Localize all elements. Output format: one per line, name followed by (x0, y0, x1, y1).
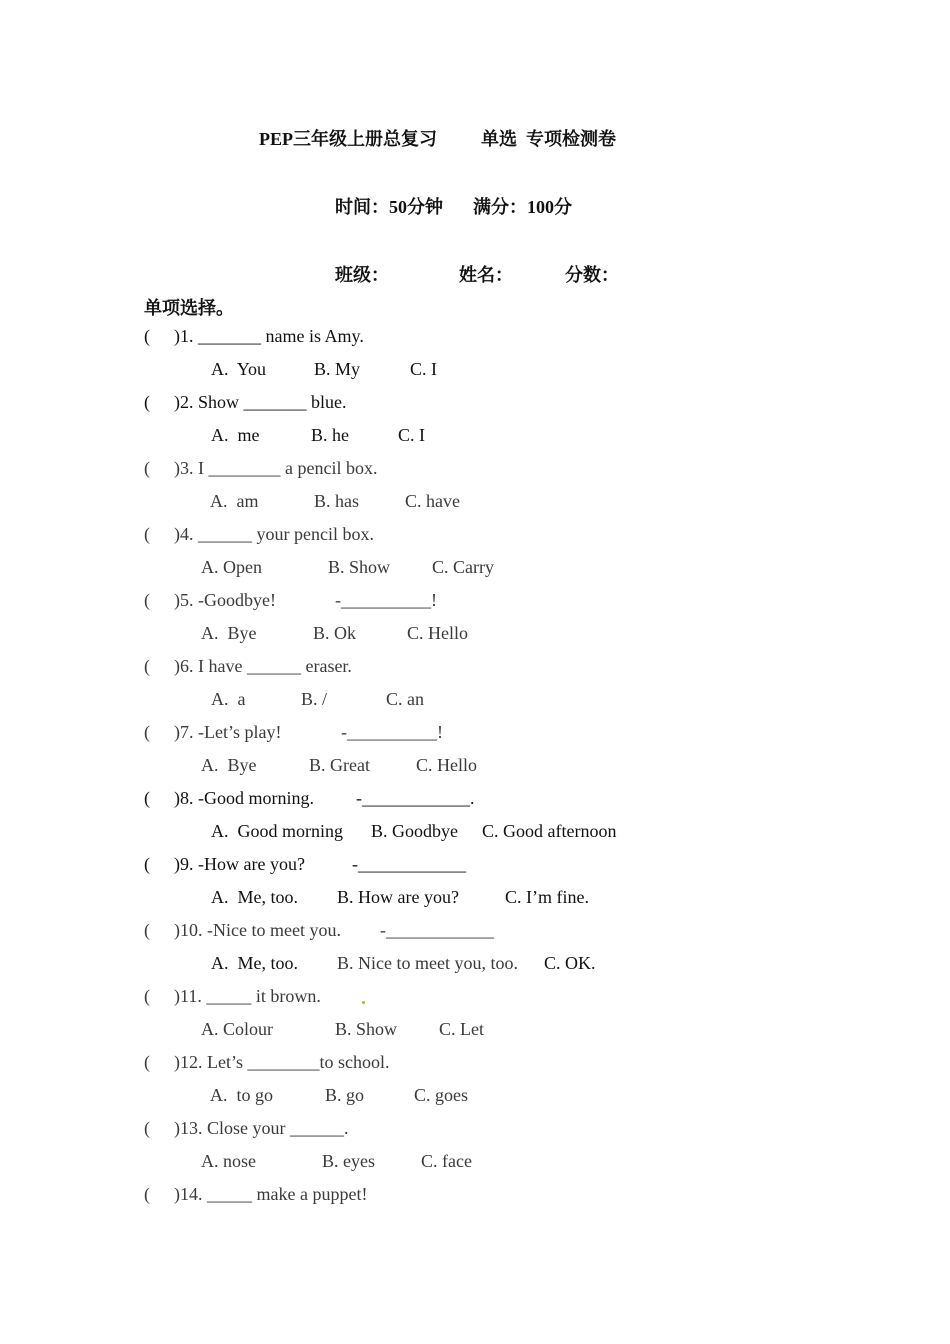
option-a: A. am (210, 491, 259, 511)
question-stem: )3. I ________ a pencil box. (174, 458, 378, 478)
option-c: C. have (405, 491, 460, 511)
option-c: C. I (410, 359, 437, 379)
option-b: B. eyes (322, 1151, 375, 1171)
option-c: C. I (398, 425, 425, 445)
option-c: C. OK. (544, 953, 596, 973)
question-row (0, 854, 950, 887)
options-row (0, 821, 950, 854)
options-row (0, 491, 950, 524)
reply-blank: -__________! (341, 722, 443, 742)
option-c: C. face (421, 1151, 472, 1171)
question-row (0, 458, 950, 491)
question-row (0, 1118, 950, 1151)
question-row (0, 326, 950, 359)
question-stem: )10. -Nice to meet you. (174, 920, 341, 940)
question-stem: )2. Show _______ blue. (174, 392, 347, 412)
title-right: 单选 专项检测卷 (481, 129, 616, 149)
answer-paren[interactable]: ( (144, 722, 150, 742)
answer-paren[interactable]: ( (144, 656, 150, 676)
option-a: A. Bye (201, 623, 257, 643)
answer-paren[interactable]: ( (144, 326, 150, 346)
options-row (0, 887, 950, 920)
option-b: B. go (325, 1085, 365, 1105)
option-a: A. Open (201, 557, 262, 577)
answer-paren[interactable]: ( (144, 590, 150, 610)
question-stem: )1. _______ name is Amy. (174, 326, 364, 346)
question-stem: )6. I have ______ eraser. (174, 656, 352, 676)
reply-blank: -__________! (335, 590, 437, 610)
option-c: C. Hello (416, 755, 477, 775)
options-row (0, 557, 950, 590)
option-b: B. Nice to meet you, too. (337, 953, 518, 973)
reply-blank: -____________ (380, 920, 494, 940)
options-row (0, 1151, 950, 1184)
option-b: B. has (314, 491, 359, 511)
question-row (0, 920, 950, 953)
title-left: PEP三年级上册总复习 (259, 129, 437, 149)
answer-paren[interactable]: ( (144, 392, 150, 412)
question-row (0, 524, 950, 557)
answer-paren[interactable]: ( (144, 1118, 150, 1138)
options-row (0, 755, 950, 788)
option-c: C. Let (439, 1019, 484, 1039)
time-limit: 时间：50分钟 (335, 197, 443, 217)
answer-paren[interactable]: ( (144, 854, 150, 874)
option-a: A. nose (201, 1151, 256, 1171)
option-a: A. a (211, 689, 246, 709)
question-stem: )14. _____ make a puppet! (174, 1184, 368, 1204)
option-a: A. Colour (201, 1019, 273, 1039)
answer-paren[interactable]: ( (144, 1184, 150, 1204)
option-c: C. Hello (407, 623, 468, 643)
option-b: B. he (311, 425, 349, 445)
options-row (0, 1085, 950, 1118)
options-row (0, 953, 950, 986)
option-a: A. Me, too. (211, 887, 298, 907)
full-score: 满分：100分 (473, 197, 572, 217)
question-stem: )7. -Let’s play! (174, 722, 282, 742)
option-b: B. My (314, 359, 361, 379)
reply-blank: -____________ (352, 854, 466, 874)
option-b: B. Show (328, 557, 391, 577)
answer-paren[interactable]: ( (144, 524, 150, 544)
option-b: B. Ok (313, 623, 357, 643)
option-c: C. Carry (432, 557, 494, 577)
question-stem: )4. ______ your pencil box. (174, 524, 374, 544)
answer-paren[interactable]: ( (144, 920, 150, 940)
option-b: B. Show (335, 1019, 398, 1039)
question-row (0, 392, 950, 425)
reply-blank: -____________. (356, 788, 475, 808)
answer-paren[interactable]: ( (144, 788, 150, 808)
answer-paren[interactable]: ( (144, 986, 150, 1006)
question-stem: )9. -How are you? (174, 854, 305, 874)
question-stem: )8. -Good morning. (174, 788, 314, 808)
question-row (0, 986, 950, 1019)
option-b: B. Goodbye (371, 821, 458, 841)
option-b: B. Great (309, 755, 370, 775)
option-c: C. I’m fine. (505, 887, 589, 907)
question-row (0, 1052, 950, 1085)
options-row (0, 359, 950, 392)
option-a: A. Bye (201, 755, 257, 775)
question-row (0, 788, 950, 821)
option-c: C. an (386, 689, 424, 709)
option-a: A. Good morning (211, 821, 343, 841)
name-field-label: 姓名： (459, 265, 513, 285)
question-row (0, 656, 950, 689)
stray-mark (362, 1001, 365, 1004)
option-a: A. me (211, 425, 260, 445)
options-row (0, 623, 950, 656)
answer-paren[interactable]: ( (144, 458, 150, 478)
question-row (0, 590, 950, 623)
option-c: C. Good afternoon (482, 821, 617, 841)
score-field-label: 分数： (565, 265, 619, 285)
option-c: C. goes (414, 1085, 468, 1105)
question-row (0, 1184, 950, 1217)
option-a: A. You (211, 359, 267, 379)
option-a: A. to go (210, 1085, 273, 1105)
options-row (0, 425, 950, 458)
answer-paren[interactable]: ( (144, 1052, 150, 1072)
question-stem: )5. -Goodbye! (174, 590, 276, 610)
option-a: A. Me, too. (211, 953, 298, 973)
question-stem: )12. Let’s ________to school. (174, 1052, 390, 1072)
option-b: B. How are you? (337, 887, 459, 907)
question-row (0, 722, 950, 755)
question-stem: )11. _____ it brown. (174, 986, 321, 1006)
option-b: B. / (301, 689, 328, 709)
options-row (0, 689, 950, 722)
class-field-label: 班级： (335, 265, 389, 285)
section-heading: 单项选择。 (144, 298, 234, 318)
options-row (0, 1019, 950, 1052)
question-stem: )13. Close your ______. (174, 1118, 349, 1138)
